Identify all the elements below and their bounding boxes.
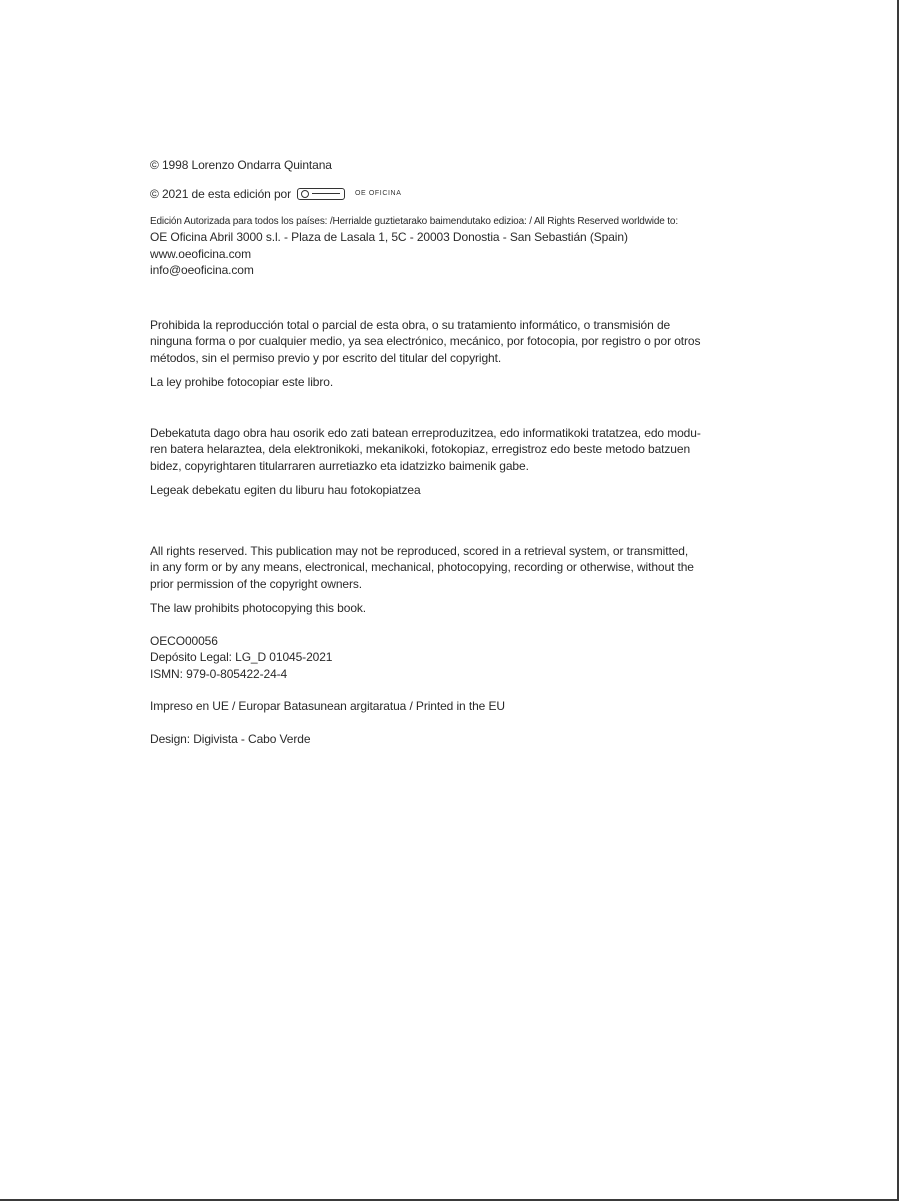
ismn-number: ISMN: 979-0-805422-24-4 bbox=[150, 666, 288, 681]
printed-in: Impreso en UE / Europar Batasunean argitaratua / Printed in the EU bbox=[150, 699, 505, 713]
publisher-logo-text: OE OFICINA bbox=[355, 189, 402, 197]
publisher-address: OE Oficina Abril 3000 s.l. - Plaza de Lasala 1, 5C - 20003 Donostia - San Sebastián (Spain) bbox=[150, 230, 628, 244]
notice-line: ren batera helaraztea, dela elektronikoki, mekanikoki, fotokopiaz, erregistroz edo beste metodo batzuen bbox=[150, 442, 691, 456]
notice-line: prior permission of the copyright owners. bbox=[150, 576, 362, 591]
authorized-edition-line: Edición Autorizada para todos los países: /Herrialde guztietarako baimendutako edizioa: / All Rights Reserved worldwide to: bbox=[150, 216, 678, 227]
catalog-code: OECO00056 bbox=[150, 633, 218, 648]
law-notice: The law prohibits photocopying this book. bbox=[150, 601, 367, 615]
english-notice bbox=[150, 543, 770, 617]
law-notice: Legeak debekatu egiten du liburu hau fotokopiatzea bbox=[150, 483, 421, 497]
copyright-content bbox=[150, 157, 770, 747]
deposito-legal: Depósito Legal: LG_D 01045-2021 bbox=[150, 650, 333, 664]
notice-line: Debekatuta dago obra hau osorik edo zati batean erreproduzitzea, edo informatikoki tratatzea, edo modu- bbox=[150, 425, 701, 440]
author-copyright: © 1998 Lorenzo Ondarra Quintana bbox=[150, 158, 332, 172]
publisher-logo bbox=[297, 186, 401, 203]
edition-copyright-text: © 2021 de esta edición por bbox=[150, 186, 292, 201]
notice-line: ninguna forma o por cualquier medio, ya sea electrónico, mecánico, por fotocopia, por registro o por otros bbox=[150, 334, 701, 348]
notice-line: Prohibida la reproducción total o parcial de esta obra, o su tratamiento informático, o transmisión de bbox=[150, 317, 671, 332]
publisher-website[interactable]: www.oeoficina.com bbox=[150, 246, 252, 261]
notice-line: métodos, sin el permiso previo y por escrito del titular del copyright. bbox=[150, 350, 502, 365]
edition-copyright bbox=[150, 186, 770, 203]
design-credit: Design: Digivista - Cabo Verde bbox=[150, 731, 311, 746]
notice-line: in any form or by any means, electronical, mechanical, photocopying, recording or otherwise, without the bbox=[150, 560, 694, 574]
notice-line: bidez, copyrightaren titularraren aurretiazko eta idatzizko baimenik gabe. bbox=[150, 458, 529, 473]
notice-line: All rights reserved. This publication may not be reproduced, scored in a retrieval system, or transmitted, bbox=[150, 543, 689, 558]
law-notice: La ley prohibe fotocopiar este libro. bbox=[150, 375, 334, 389]
publisher-email[interactable]: info@oeoficina.com bbox=[150, 263, 254, 277]
publisher-block bbox=[150, 214, 770, 279]
oe-oficina-logo-icon bbox=[297, 188, 345, 200]
catalog-info bbox=[150, 633, 770, 683]
spanish-notice bbox=[150, 317, 770, 391]
basque-notice bbox=[150, 425, 770, 499]
